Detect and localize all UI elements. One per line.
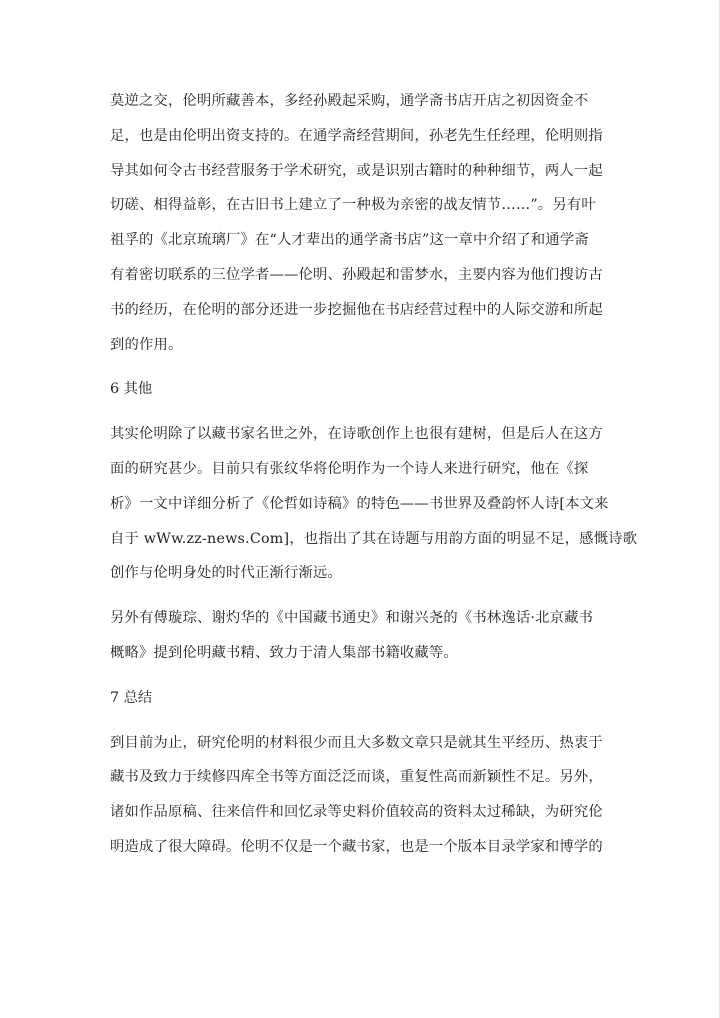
section-heading-7: 7 总结: [110, 689, 153, 706]
section-heading-6: 6 其他: [110, 381, 153, 398]
paragraph-summary: [110, 726, 610, 865]
text-line: 切磋、相得益彰，在古旧书上建立了一种极为亲密的战友情节……”。另有叶: [110, 197, 596, 214]
text-line: 析》一文中详细分析了《伦哲如诗稿》的特色——书世界及叠韵怀人诗[本文来: [110, 495, 609, 512]
text-line: 足，也是由伦明出资支持的。在通学斋经营期间，孙老先生任经理，伦明则指: [110, 127, 603, 144]
text-line: 祖孚的《北京琉璃厂》在“人才辈出的通学斋书店”这一章中介绍了和通学斋: [110, 232, 589, 249]
text-line: 导其如何令古书经营服务于学术研究，或是识别古籍时的种种细节，两人一起: [110, 162, 603, 179]
text-line: 书的经历，在伦明的部分还进一步挖掘他在书店经营过程中的人际交游和所起: [110, 301, 603, 318]
paragraph-other-works: [110, 601, 610, 671]
paragraph-tongxuezhai-bookstore: [110, 84, 610, 362]
text-line: 诸如作品原稿、往来信件和回忆录等史料价值较高的资料太过稀缺，为研究伦: [110, 804, 603, 821]
paragraph-poetry: [110, 417, 638, 591]
text-line: 其实伦明除了以藏书家名世之外，在诗歌创作上也很有建树，但是后人在这方: [110, 426, 603, 443]
text-line: 莫逆之交，伦明所藏善本，多经孙殿起采购，通学斋书店开店之初因资金不: [110, 93, 589, 109]
text-line: 另外有傅璇琮、谢灼华的《中国藏书通史》和谢兴尧的《书林逸话·北京藏书: [110, 610, 594, 627]
text-line: 面的研究甚少。目前只有张纹华将伦明作为一个诗人来进行研究，他在《探: [110, 460, 589, 477]
text-line: 到目前为止，研究伦明的材料很少而且大多数文章只是就其生平经历、热衷于: [110, 734, 603, 751]
text-line: 自于 wWw.zz-news.Com]，也指出了其在诗题与用韵方面的明显不足，感慨诗歌: [110, 530, 638, 547]
text-line: 藏书及致力于续修四库全书等方面泛泛而谈，重复性高而新颖性不足。另外，: [110, 769, 603, 786]
document-body: [110, 84, 638, 865]
text-line: 概略》提到伦明藏书精、致力于清人集部书籍收藏等。: [110, 644, 458, 661]
text-line: 有着密切联系的三位学者——伦明、孙殿起和雷梦水，主要内容为他们搜访古: [110, 266, 603, 283]
text-line: 创作与伦明身处的时代正渐行渐远。: [110, 565, 342, 582]
text-line: 明造成了很大障碍。伦明不仅是一个藏书家，也是一个版本目录学家和博学的: [110, 838, 603, 855]
text-line: 到的作用。: [110, 336, 183, 353]
